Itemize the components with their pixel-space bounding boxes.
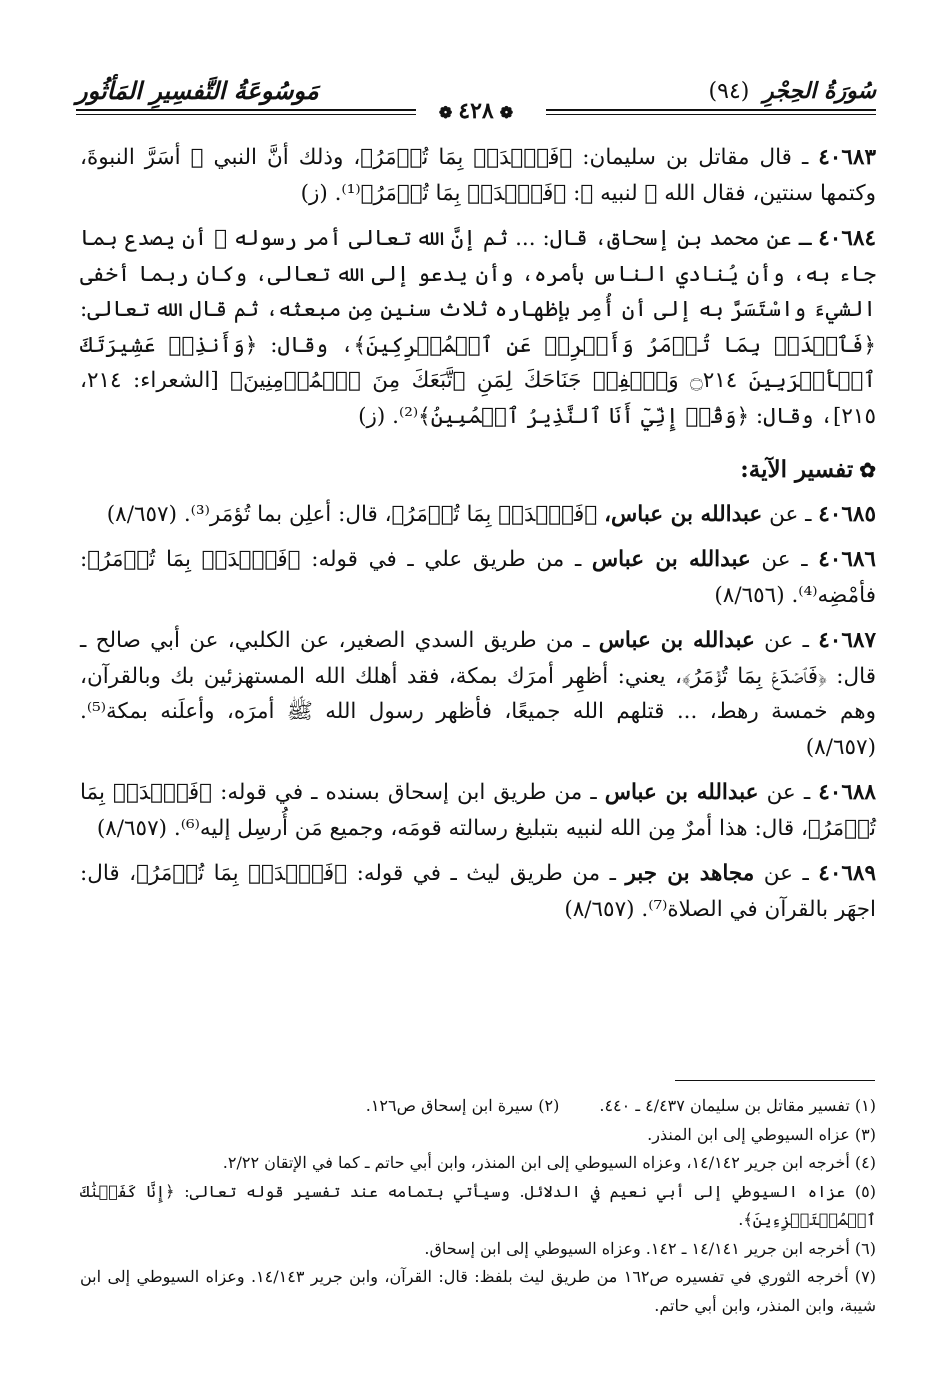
narration-number: ٤٠٦٨٧: [818, 628, 876, 653]
footnote: (١) تفسير مقاتل بن سليمان ٤/٤٣٧ ـ ٤٤٠.: [599, 1096, 876, 1115]
ornament-icon: ❁: [499, 103, 514, 122]
footnote-pair: [80, 1092, 876, 1121]
narration-prefix: ـ عن: [763, 861, 809, 886]
narration-number: ٤٠٦٨٦: [818, 547, 876, 572]
surah-name: سُورَةُ الحِجْرِ: [763, 78, 876, 104]
narration-prefix: ـ عن: [761, 547, 808, 572]
ornament-icon: ❁: [438, 103, 453, 122]
paragraph: [80, 856, 876, 927]
page-header: [76, 64, 876, 124]
narration-number: ٤٠٦٨٩: [818, 861, 877, 886]
page-number: ٤٢٨: [458, 98, 494, 124]
narration-text: ـ من طريق ليث ـ في قوله: ﴿فَٱصۡدَعۡ بِمَا تُؤۡمَرُ﴾، قال: اجهَر بالقرآن في الصلاة⁽⁷⁾. (٨/٦٥٧): [80, 861, 876, 922]
narration-number: ٤٠٦٨٤: [818, 226, 876, 251]
footnote: (٥) عزاه السيوطي إلى أبي نعيم في الدلائل. وسيأتي بتمامه عند تفسير قوله تعالى: ﴿إِنَّا كَفَيۡنَٰكَ ٱلۡمُسۡتَهۡزِءِينَ﴾.: [80, 1181, 876, 1229]
footnote: (٢) سيرة ابن إسحاق ص١٢٦.: [365, 1096, 560, 1115]
footnote: (٣) عزاه السيوطي إلى ابن المنذر.: [647, 1124, 876, 1144]
narrator-name: عبدالله بن عباس: [598, 628, 755, 653]
page-number-block: [76, 98, 876, 124]
footnote: (٦) أخرجه ابن جرير ١٤/١٤١ ـ ١٤٢. وعزاه السيوطي إلى ابن إسحاق.: [424, 1238, 876, 1258]
narration-prefix: ـ عن: [764, 628, 809, 653]
narrator-name: عبدالله بن عباس: [604, 780, 759, 805]
narration-text: ـ عن محمد بن إسحاق، قال: ... ثم إنَّ الله تعالى أمر رسوله ﷺ أن يصدع بما جاء به، وأن يُنادي الناس بأمره، وأن يدعو إلى الله تعالى، وكان ربما أخفى الشيءَ واسْتَسَرَّ به إلى أن أُمِر بإظهاره ثلاث سنين مِن مبعثه، ثم قال الله تعالى: ﴿فَٱصۡدَعۡ بِمَا تُؤۡمَرُ وَأَعۡرِضۡ عَنِ ٱلۡمُشۡرِكِينَ﴾، وقال: ﴿وَأَنذِرۡ عَشِيرَتَكَ ٱلۡأَقۡرَبِينَ ۝٢١٤ وَٱخۡفِضۡ جَنَاحَكَ لِمَنِ ٱتَّبَعَكَ مِنَ ٱلۡمُؤۡمِنِينَ﴾ [الشعراء: ٢١٤، ٢١٥]، وقال: ﴿وَقُلۡ إِنِّيٓ أَنَا ٱلنَّذِيرُ ٱلۡمُبِينُ﴾⁽²⁾. (ز): [80, 226, 876, 429]
narration-text: ـ قال مقاتل بن سليمان: ﴿فَٱصۡدَعۡ بِمَا تُؤۡمَرُ﴾، وذلك أنَّ النبي ﷺ أسَرَّ النبوةَ، وكتمها سنتين، فقال الله ﷻ لنبيه ﷺ: ﴿فَٱصۡدَعۡ بِمَا تُؤۡمَرُ﴾⁽¹⁾. (ز): [80, 145, 876, 206]
narration-prefix: ـ عن: [769, 501, 812, 527]
paragraph: [80, 140, 876, 211]
narrator-name: مجاهد بن جبر: [625, 861, 755, 886]
footnote: (٤) أخرجه ابن جرير ١٤/١٤٢، وعزاه السيوطي إلى ابن المنذر، وابن أبي حاتم ـ كما في الإتقان ٢/٢٢.: [222, 1153, 876, 1172]
flower-ornament-icon: ✿: [859, 458, 876, 482]
paragraph: [80, 623, 876, 765]
footnote-separator: [675, 1080, 875, 1081]
main-text: [80, 140, 876, 937]
narrator-name: عبدالله بن عباس: [591, 547, 751, 572]
paragraph: [80, 497, 876, 533]
book-title: مَوسُوعَةُ التَّفسِيرِ المَأثُور: [76, 76, 319, 105]
narration-text: ـ من طريق السدي الصغير، عن الكلبي، عن أبي صالح ـ قال: ﴿فَٱصۡدَعۡ بِمَا تُؤۡمَرُ﴾، يعني: أظهِر أمرَك بمكة، فقد أهلك الله المستهزئين بك وبالقرآن، وهم خمسة رهط، ... قتلهم الله جميعًا، فأظهر رسول الله ﷺ أمرَه، وأعلَنه بمكة⁽⁵⁾. (٨/٦٥٧): [80, 628, 876, 760]
section-heading: [80, 452, 876, 489]
narration-number: ٤٠٦٨٥: [818, 501, 876, 527]
footnotes: [80, 1092, 876, 1320]
paragraph: [80, 542, 876, 613]
section-title: تفسير الآية:: [740, 456, 854, 483]
narration-text: ﴿فَٱصۡدَعۡ بِمَا تُؤۡمَرُ﴾، قال: أعلِن بما تُؤمَر⁽³⁾. (٨/٦٥٧): [106, 501, 598, 527]
narration-prefix: ـ عن: [766, 780, 811, 805]
paragraph: [80, 775, 876, 846]
narration-number: ٤٠٦٨٨: [818, 780, 876, 805]
narration-text: ـ من طريق علي ـ في قوله: ﴿فَٱصۡدَعۡ بِمَا تُؤۡمَرُ﴾: فأمْضِه⁽⁴⁾. (٨/٦٥٦): [80, 547, 876, 608]
narrator-name: عبدالله بن عباس،: [604, 501, 763, 527]
footnote: (٧) أخرجه الثوري في تفسيره ص١٦٢ من طريق ليث بلفظ: قال: القرآن، وابن جرير ١٤/١٤٣. وعزاه السيوطي إلى ابن شيبة، وابن المنذر، وابن أبي حاتم.: [80, 1267, 876, 1315]
narration-text: ـ من طريق ابن إسحاق بسنده ـ في قوله: ﴿فَٱصۡدَعۡ بِمَا تُؤۡمَرُ﴾، قال: هذا أمرٌ مِن الله لنبيه بتبليغ رسالته قومَه، وجميع مَن أُرسِل إليه⁽⁶⁾. (٨/٦٥٧): [80, 780, 876, 841]
verse-number: (٩٤): [708, 79, 750, 104]
paragraph: [80, 221, 876, 434]
narration-number: ٤٠٦٨٣: [818, 145, 876, 170]
